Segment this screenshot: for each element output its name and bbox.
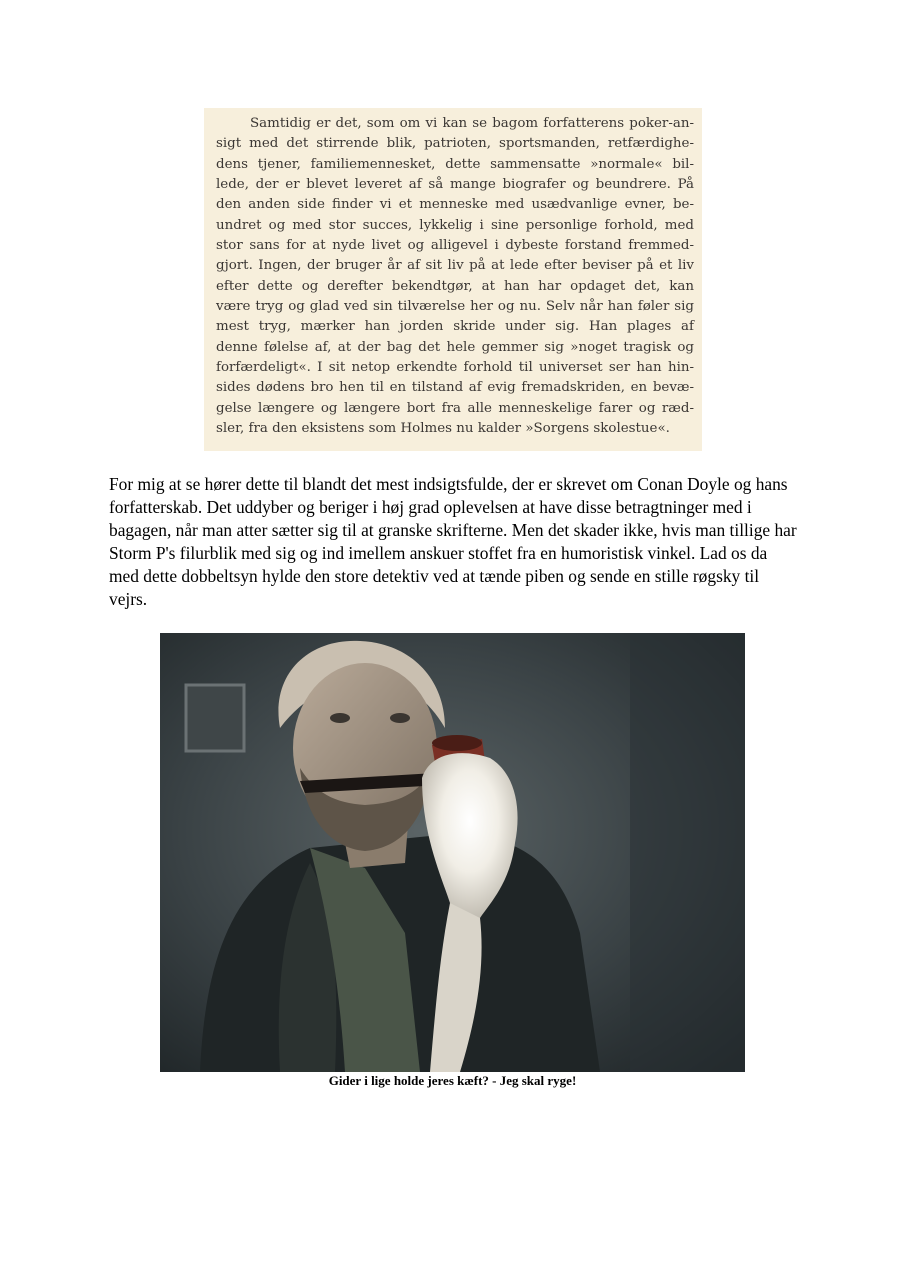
excerpt-line: være tryg og glad ved sin tilværelse her og nu. Selv når han føler sig bbox=[216, 299, 694, 315]
excerpt-line: efter dette og derefter bekendtgør, at han har opdaget det, kan bbox=[216, 278, 694, 294]
body-paragraph: For mig at se hører dette til blandt det mest indsigtsfulde, der er skrevet om Conan Doyle og hans forfatterskab. Det uddyber og beriger i høj grad oplevelsen at have disse betragtninger med i bagagen, når man atter sætter sig til at granske skrifterne. Men det skader ikke, hvis man tillige har Storm P's filurblik med sig og ind imellem anskuer stoffet fra en humoristisk vinkel. Lad os da med dette dobbeltsyn hylde den store detektiv ved at tænde piben og sende en stille røgsky til vejrs. bbox=[109, 474, 797, 609]
excerpt-line: denne følelse af, at der bag det hele gemmer sig »noget tragisk og bbox=[216, 339, 694, 355]
excerpt-line: gjort. Ingen, der bruger år af sit liv på at lede efter beviser på et liv bbox=[216, 258, 694, 274]
excerpt-line: forfærdeligt«. I sit netop erkendte forhold til universet ser han hin- bbox=[216, 360, 694, 376]
excerpt-line: dens tjener, familiemennesket, dette sammensatte »normale« bil- bbox=[216, 156, 694, 172]
photo-caption: Gider i lige holde jeres kæft? - Jeg skal ryge! bbox=[328, 1073, 577, 1088]
pipe-smoker-photo bbox=[160, 633, 745, 1072]
scanned-book-excerpt bbox=[204, 108, 702, 451]
excerpt-text bbox=[216, 114, 694, 440]
photo-illustration bbox=[160, 633, 745, 1072]
excerpt-line: mest tryg, mærker han jorden skride under sig. Han plages af bbox=[216, 319, 694, 335]
excerpt-line: gelse længere og længere bort fra alle menneskelige farer og ræd- bbox=[216, 400, 694, 416]
excerpt-line: sler, fra den eksistens som Holmes nu kalder »Sorgens skolestue«. bbox=[216, 421, 670, 437]
excerpt-line: undret og med stor succes, lykkelig i sine personlige forhold, med bbox=[216, 217, 694, 233]
excerpt-line: stor sans for at nyde livet og alligevel i dybeste forstand fremmed- bbox=[216, 238, 694, 254]
excerpt-line: sides dødens bro hen til en tilstand af evig fremadskriden, en bevæ- bbox=[216, 380, 694, 396]
excerpt-line: lede, der er blevet leveret af så mange biografer og beundrere. På bbox=[216, 177, 694, 193]
excerpt-line: den anden side finder vi et menneske med usædvanlige evner, be- bbox=[216, 197, 694, 213]
excerpt-line: Samtidig er det, som om vi kan se bagom forfatterens poker-an- bbox=[250, 116, 694, 131]
excerpt-line: sigt med det stirrende blik, patrioten, sportsmanden, retfærdighe- bbox=[216, 136, 694, 152]
